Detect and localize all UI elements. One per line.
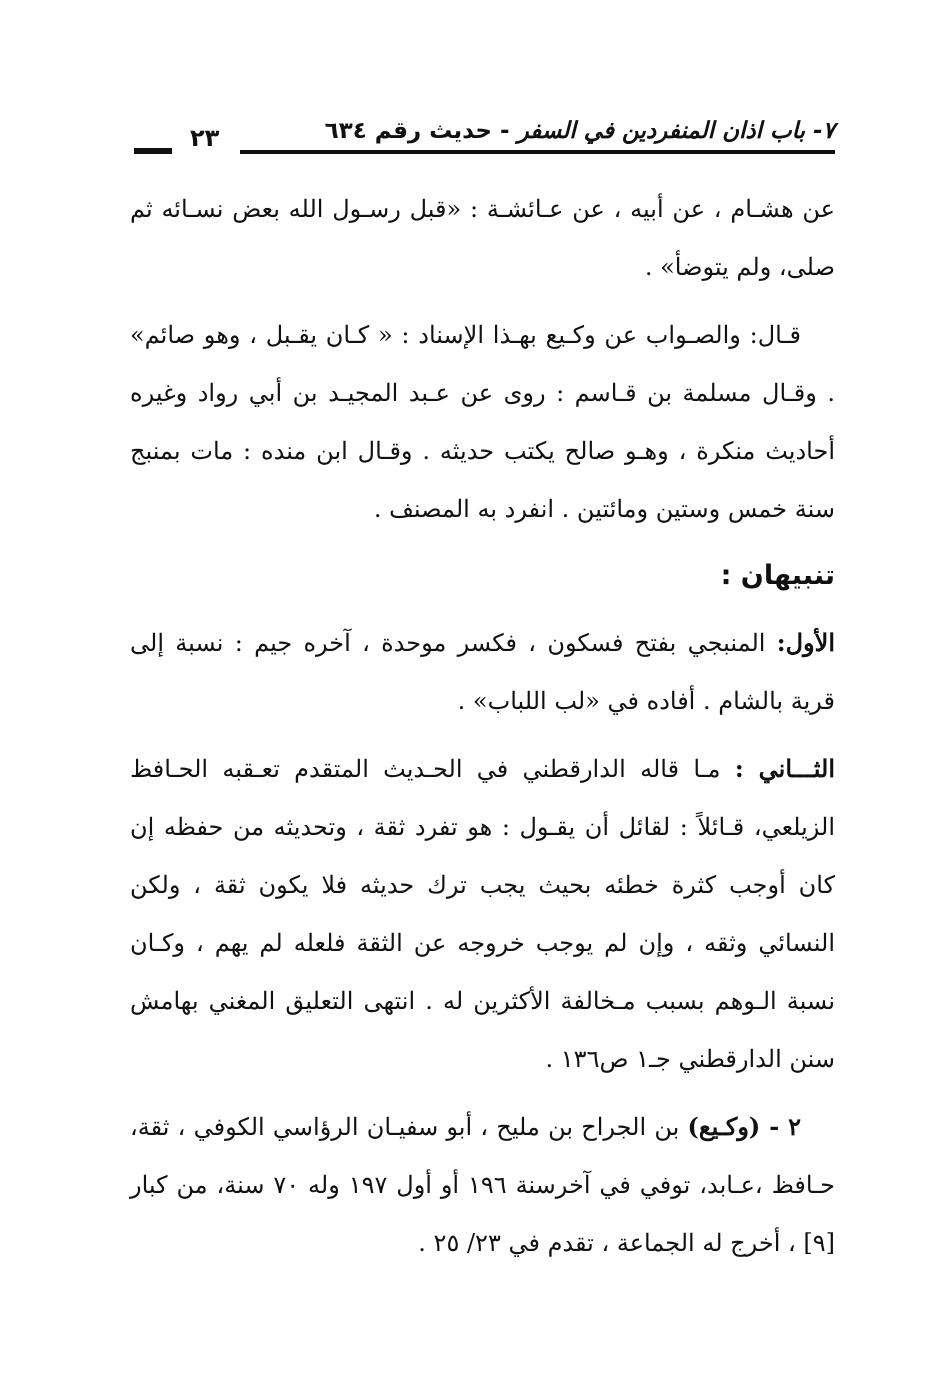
running-header: [130, 110, 835, 162]
paragraph-5-lead: ٢ - (وكـيع): [687, 1112, 802, 1141]
page-number-dash: [134, 148, 172, 154]
paragraph-5: [130, 1098, 835, 1272]
paragraph-2: قـال: والصـواب عن وكـيع بهـذا الإسناد : « كـان يقـبل ، وهو صائم» . وقـال مسلمة بن قـاسم : روى عن عـبد المجيـد بن أبي رواد وغيره أحاديث منكرة ، وهـو صالح يكتب حديثه . وقـال ابن منده : مات بمنبج سنة خمس وستين ومائتين . انفرد به المصنف .: [130, 321, 835, 523]
paragraph-3: [130, 614, 835, 730]
header-rule: [240, 150, 835, 154]
paragraph-4: [130, 740, 835, 1088]
page-body: [130, 180, 835, 1282]
paragraph-4-text: مـا قاله الدارقطني في الحـديث المتقدم تعـقبه الحـافظ الزيلعي، قـائلاً : لقائل أن يقـول : هو تفرد ثقة ، وتحديثه من حفظه إن كان أوجب كثرة خطئه بحيث يجب ترك حديثه فلا يكون ثقة ، ولكن النسائي وثقه ، وإن لم يوجب خروجه عن الثقة فلعله لم يهم ، وكـان نسبة الـوهم بسبب مـخالفة الأكثرين له . انتهى التعليق المغني بهامش سنن الدارقطني جـ١ ص١٣٦ .: [130, 755, 835, 1073]
paragraph-3-text: المنبجي بفتح فسكون ، فكسر موحدة ، آخره جيم : نسبة إلى قرية بالشام . أفاده في «لب اللباب» .: [130, 629, 835, 715]
header-separator: -: [492, 118, 518, 144]
page-number: ٢٣: [190, 124, 220, 152]
paragraph-4-lead: الثـــاني :: [734, 754, 835, 783]
paragraph-3-lead: الأول:: [776, 628, 835, 657]
paragraph-5-text: بن الجراح بن مليح ، أبو سفيـان الرؤاسي الكوفي ، ثقة، حـافظ ،عـابد، توفي في آخرسنة ١٩٦ أو أول ١٩٧ وله ٧٠ سنة، من كبار [٩] ، أخرج له الجماعة ، تقدم في ٢٣/ ٢٥ .: [130, 1113, 836, 1257]
header-title: [325, 118, 835, 144]
paragraph-1: عن هشـام ، عن أبيه ، عن عـائشـة : «قبل رسـول الله بعض نسـائه ثم صلى، ولم يتوضأ» .: [130, 195, 835, 281]
hadith-number: حديث رقم ٦٣٤: [324, 118, 492, 144]
chapter-title: ٧- باب اذان المنفردين في السفر: [517, 118, 835, 144]
section-heading: تنبيهان :: [720, 560, 835, 591]
